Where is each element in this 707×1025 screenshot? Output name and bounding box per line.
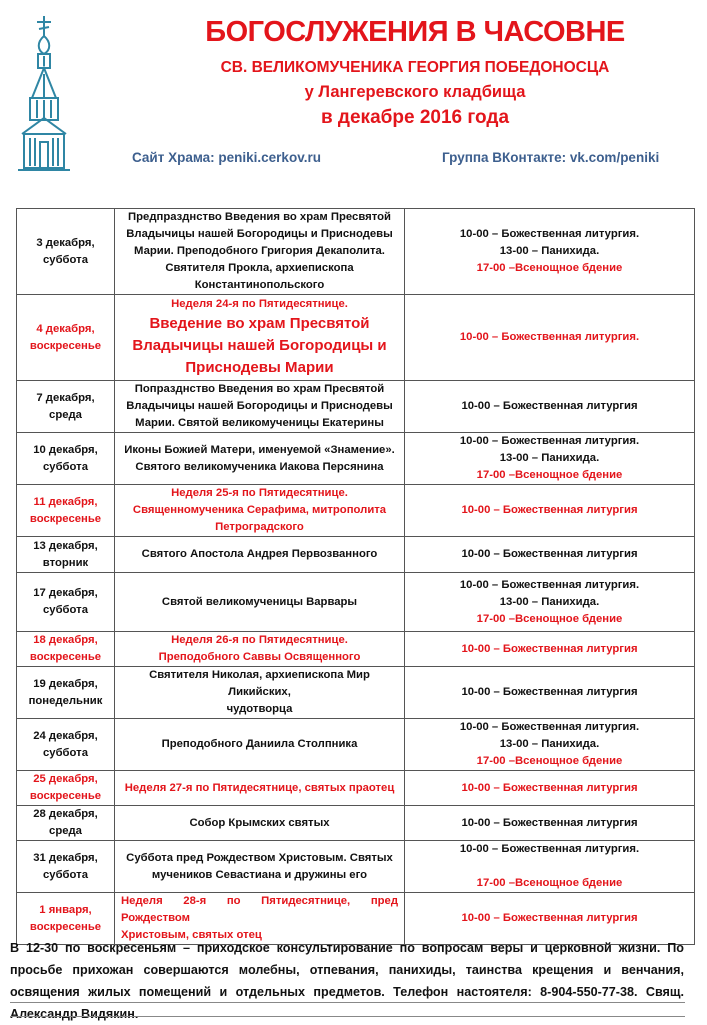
date-cell: 25 декабря, воскресенье — [17, 771, 115, 806]
service-cell: 10-00 – Божественная литургия — [405, 771, 695, 806]
feast-cell: Попразднство Введения во храм Пресвятой Владычицы нашей Богородицы и Приснодевы Марии. Святой великомученицы Екатерины — [115, 381, 405, 433]
feast-cell: Неделя 26-я по Пятидесятнице. Преподобного Саввы Освященного — [115, 632, 405, 667]
feast-cell: Неделя 27-я по Пятидесятнице, святых праотец — [115, 771, 405, 806]
table-row — [17, 771, 695, 806]
divider — [10, 1016, 685, 1017]
service-cell: 10-00 – Божественная литургия — [405, 537, 695, 573]
date-cell: 4 декабря, воскресенье — [17, 295, 115, 381]
table-row — [17, 485, 695, 537]
service-cell: 10-00 – Божественная литургия. 13-00 – Панихида. 17-00 –Всенощное бдение — [405, 209, 695, 295]
service-cell: 10-00 – Божественная литургия. 13-00 – Панихида. 17-00 –Всенощное бдение — [405, 433, 695, 485]
service-cell: 10-00 – Божественная литургия. 13-00 – Панихида. 17-00 –Всенощное бдение — [405, 573, 695, 632]
table-row — [17, 841, 695, 893]
feast-cell: Святого Апостола Андрея Первозванного — [115, 537, 405, 573]
chapel-logo-icon — [18, 14, 70, 172]
date-cell: 17 декабря, суббота — [17, 573, 115, 632]
date-cell: 31 декабря, суббота — [17, 841, 115, 893]
footer-note: В 12-30 по воскресеньям – приходское консультирование по вопросам веры и церковной жизни. По просьбе прихожан совершаются молебны, отпевания, панихиды, таинства крещения и венчания, освящения жилых помещений и отдельных предметов. Телефон настоятеля: 8-904-550-77-38. Свящ. Александр Видякин. — [10, 941, 684, 1021]
table-row — [17, 209, 695, 295]
table-row — [17, 632, 695, 667]
feast-cell: Неделя 25-я по Пятидесятнице. Священномученика Серафима, митрополита Петроградского — [115, 485, 405, 537]
feast-cell: Собор Крымских святых — [115, 806, 405, 841]
schedule-period: в декабре 2016 года — [320, 107, 510, 128]
date-cell: 10 декабря, суббота — [17, 433, 115, 485]
service-cell: 10-00 – Божественная литургия. 13-00 – Панихида. 17-00 –Всенощное бдение — [405, 719, 695, 771]
vk-group-link[interactable]: Группа ВКонтакте: vk.com/peniki — [442, 150, 660, 165]
service-cell: 10-00 – Божественная литургия — [405, 893, 695, 945]
date-cell: 19 декабря, понедельник — [17, 667, 115, 719]
table-row — [17, 573, 695, 632]
chapel-name: СВ. ВЕЛИКОМУЧЕНИКА ГЕОРГИЯ ПОБЕДОНОСЦА — [220, 59, 610, 76]
date-cell: 18 декабря, воскресенье — [17, 632, 115, 667]
table-row — [17, 381, 695, 433]
date-cell: 28 декабря, среда — [17, 806, 115, 841]
feast-cell: Иконы Божией Матери, именуемой «Знамение». Святого великомученика Иакова Персянина — [115, 433, 405, 485]
feast-cell: Преподобного Даниила Столпника — [115, 719, 405, 771]
table-row — [17, 719, 695, 771]
date-cell: 1 января, воскресенье — [17, 893, 115, 945]
table-row — [17, 667, 695, 719]
feast-cell: Предпразднство Введения во храм Пресвятой Владычицы нашей Богородицы и Приснодевы Марии. Преподобного Григория Декаполита. Святителя Прокла, архиепископа Константинопольского — [115, 209, 405, 295]
date-cell: 11 декабря, воскресенье — [17, 485, 115, 537]
feast-cell: Неделя 28-я по Пятидесятнице, пред Рождеством Христовым, святых отец — [115, 893, 405, 945]
table-row — [17, 295, 695, 381]
service-cell: 10-00 – Божественная литургия — [405, 485, 695, 537]
service-cell: 10-00 – Божественная литургия — [405, 632, 695, 667]
feast-cell: Святой великомученицы Варвары — [115, 573, 405, 632]
website-link[interactable]: Сайт Храма: peniki.cerkov.ru — [132, 150, 321, 165]
divider — [10, 1002, 685, 1003]
date-cell: 3 декабря, суббота — [17, 209, 115, 295]
feast-cell: Суббота пред Рождеством Христовым. Святых мучеников Севастиана и дружины его — [115, 841, 405, 893]
feast-cell: Неделя 24-я по Пятидесятнице. Введение во храм Пресвятой Владычицы нашей Богородицы и Приснодевы Марии — [115, 295, 405, 381]
service-cell: 10-00 – Божественная литургия — [405, 806, 695, 841]
feast-cell: Святителя Николая, архиепископа Мир Ликийских, чудотворца — [115, 667, 405, 719]
service-cell: 10-00 – Божественная литургия. — [405, 295, 695, 381]
date-cell: 13 декабря, вторник — [17, 537, 115, 573]
service-cell: 10-00 – Божественная литургия — [405, 381, 695, 433]
service-cell: 10-00 – Божественная литургия. 17-00 –Всенощное бдение — [405, 841, 695, 893]
chapel-location: у Лангеревского кладбища — [304, 83, 526, 101]
table-row — [17, 433, 695, 485]
page-title: БОГОСЛУЖЕНИЯ В ЧАСОВНЕ — [205, 16, 625, 48]
table-row — [17, 537, 695, 573]
table-row — [17, 806, 695, 841]
date-cell: 7 декабря, среда — [17, 381, 115, 433]
service-cell: 10-00 – Божественная литургия — [405, 667, 695, 719]
schedule-table — [16, 208, 695, 945]
date-cell: 24 декабря, суббота — [17, 719, 115, 771]
